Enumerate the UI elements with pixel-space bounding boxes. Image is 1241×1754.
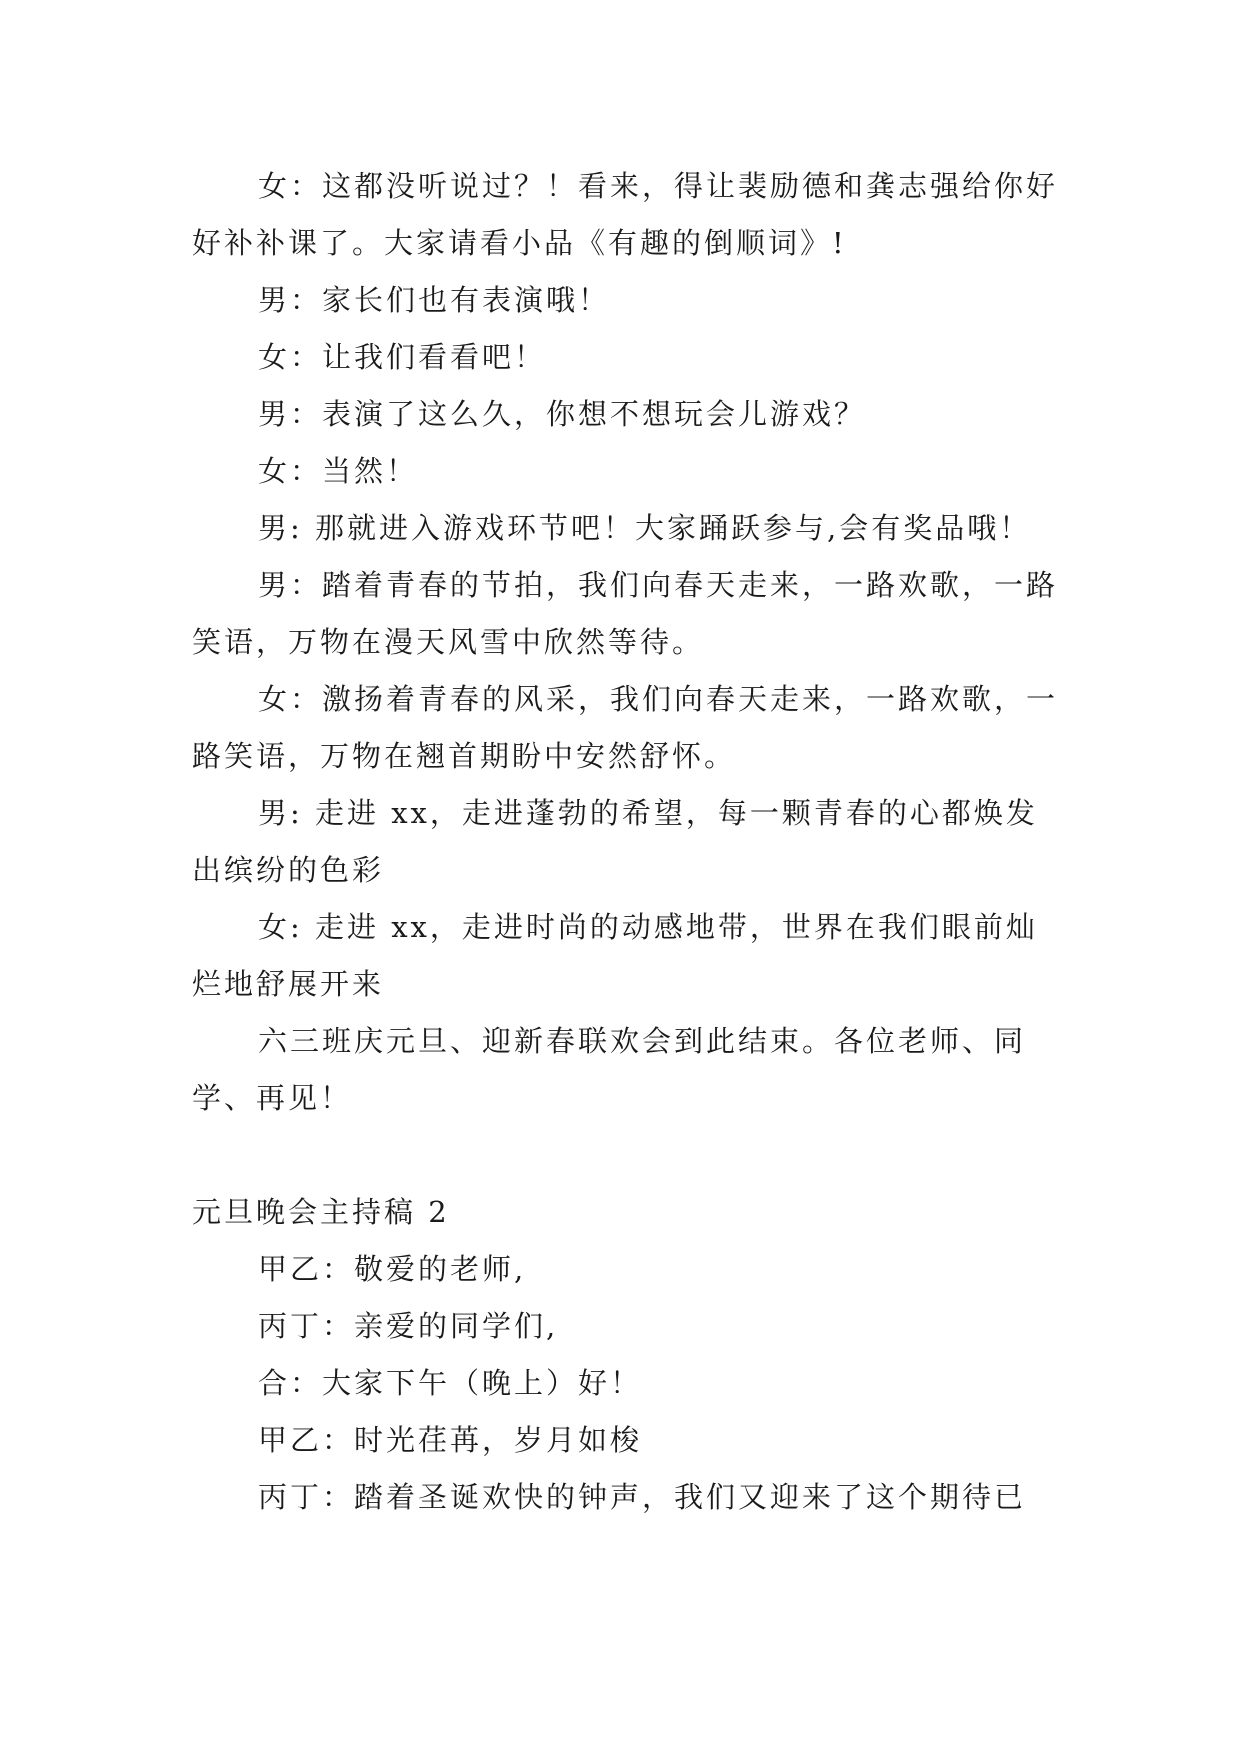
paragraph: 女：当然！ <box>258 454 419 488</box>
section-heading: 元旦晚会主持稿 2 <box>192 1195 450 1229</box>
paragraph: 女: 走进 xx，走进时尚的动感地带，世界在我们眼前灿烂地舒展开来 <box>192 910 1038 1001</box>
paragraph: 女：激扬着青春的风采，我们向春天走来，一路欢歌，一路笑语，万物在翘首期盼中安然舒怀。 <box>192 682 1059 773</box>
paragraph: 合：大家下午（晚上）好！ <box>258 1366 643 1400</box>
paragraph: 丙丁：亲爱的同学们, <box>258 1309 559 1343</box>
paragraph: 男：家长们也有表演哦！ <box>258 283 611 317</box>
paragraph: 六三班庆元旦、迎新春联欢会到此结束。各位老师、同学、再见！ <box>192 1024 1027 1115</box>
paragraph: 女：让我们看看吧！ <box>258 340 547 374</box>
paragraph: 女：这都没听说过？！看来，得让裴励德和龚志强给你好好补补课了。大家请看小品《有趣的倒顺词》! <box>192 169 1059 260</box>
paragraph: 男：踏着青春的节拍，我们向春天走来，一路欢歌，一路笑语，万物在漫天风雪中欣然等待。 <box>192 568 1059 659</box>
paragraph: 甲乙：敬爱的老师, <box>258 1252 527 1286</box>
paragraph: 男: 那就进入游戏环节吧！大家踊跃参与,会有奖品哦！ <box>258 511 1032 545</box>
paragraph: 甲乙：时光荏苒，岁月如梭 <box>258 1423 643 1457</box>
paragraph: 男: 走进 xx，走进蓬勃的希望，每一颗青春的心都焕发出缤纷的色彩 <box>192 796 1038 887</box>
document-body <box>192 158 1062 1526</box>
paragraph: 丙丁：踏着圣诞欢快的钟声，我们又迎来了这个期待已 <box>258 1480 1027 1514</box>
paragraph: 男：表演了这么久，你想不想玩会儿游戏？ <box>258 397 867 431</box>
